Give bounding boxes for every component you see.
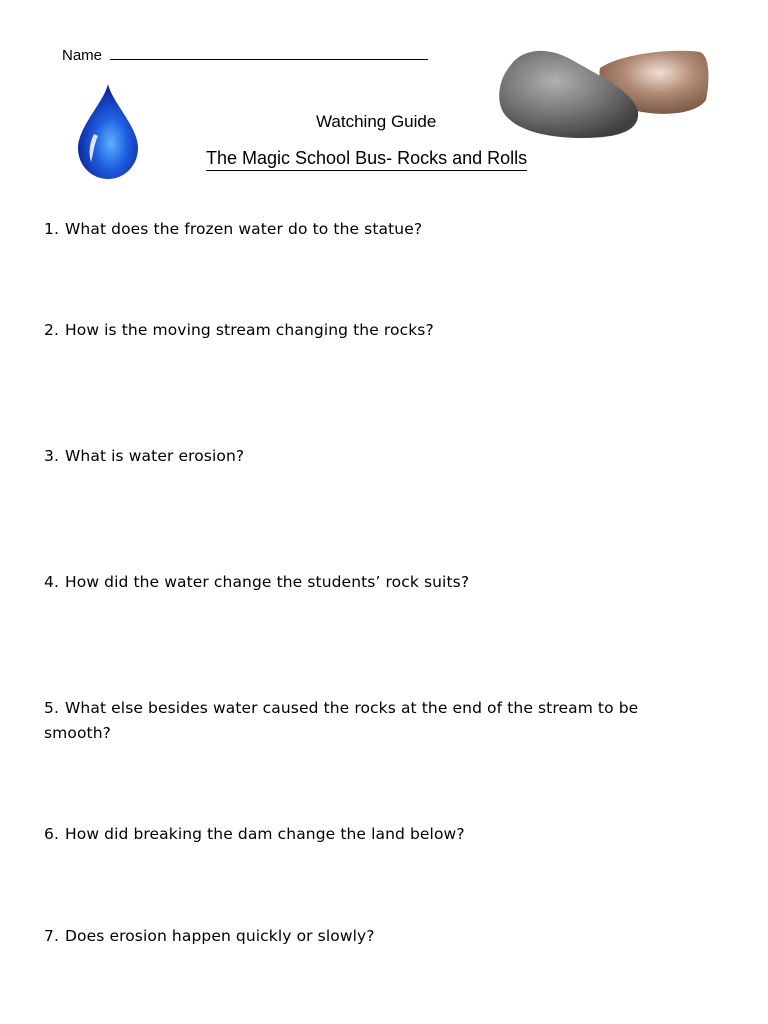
question-3 bbox=[44, 444, 684, 469]
question-7 bbox=[44, 924, 684, 949]
question-number: 3. bbox=[44, 447, 59, 465]
page-title: The Magic School Bus- Rocks and Rolls bbox=[206, 148, 527, 171]
question-number: 5. bbox=[44, 699, 59, 717]
question-text: How did the water change the students’ rock suits? bbox=[65, 573, 470, 591]
name-row bbox=[62, 45, 428, 64]
question-number: 2. bbox=[44, 321, 59, 339]
question-6 bbox=[44, 822, 684, 847]
question-number: 6. bbox=[44, 825, 59, 843]
question-5 bbox=[44, 696, 684, 746]
question-text: How did breaking the dam change the land below? bbox=[65, 825, 465, 843]
name-blank-line bbox=[110, 45, 428, 60]
question-1 bbox=[44, 217, 684, 242]
question-4 bbox=[44, 570, 684, 595]
question-text: What else besides water caused the rocks at the end of the stream to be smooth? bbox=[44, 699, 639, 742]
question-number: 4. bbox=[44, 573, 59, 591]
name-label: Name bbox=[62, 47, 103, 64]
question-text: What does the frozen water do to the statue? bbox=[65, 220, 423, 238]
question-text: Does erosion happen quickly or slowly? bbox=[65, 927, 375, 945]
water-drop-icon bbox=[72, 82, 144, 182]
rocks-image bbox=[496, 44, 712, 140]
guide-label: Watching Guide bbox=[316, 112, 437, 131]
question-2 bbox=[44, 318, 684, 343]
question-number: 1. bbox=[44, 220, 59, 238]
question-number: 7. bbox=[44, 927, 59, 945]
question-text: What is water erosion? bbox=[65, 447, 245, 465]
question-text: How is the moving stream changing the rocks? bbox=[65, 321, 434, 339]
